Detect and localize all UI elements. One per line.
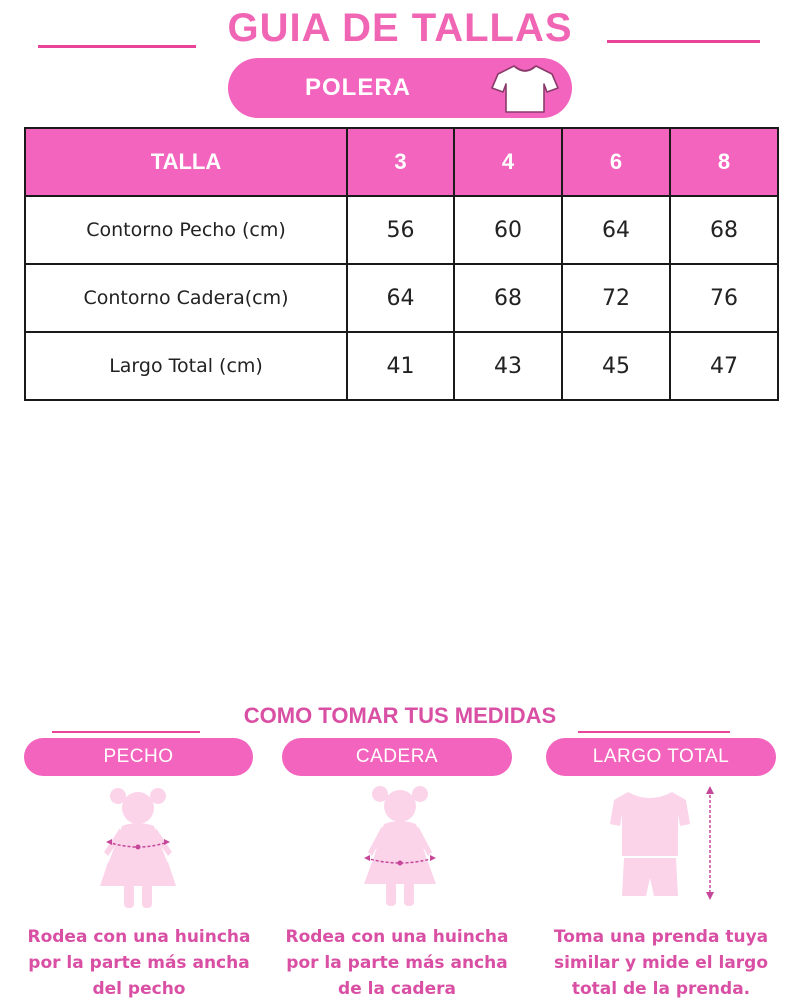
size-table bbox=[24, 127, 779, 401]
table-cell: 45 bbox=[562, 332, 670, 400]
table-row bbox=[25, 196, 778, 264]
header-cell-size: 6 bbox=[562, 128, 670, 196]
header-cell-talla: TALLA bbox=[25, 128, 347, 196]
measure-pill-cadera: CADERA bbox=[282, 738, 512, 776]
table-header-row bbox=[25, 128, 778, 196]
measure-desc-largo-total: Toma una prenda tuya similar y mide el largo total de la prenda. bbox=[553, 927, 769, 999]
row-label: Contorno Pecho (cm) bbox=[25, 196, 347, 264]
measure-desc-cadera: Rodea con una huincha por la parte más ancha de la cadera bbox=[285, 927, 509, 999]
table-cell: 43 bbox=[454, 332, 562, 400]
table-cell: 60 bbox=[454, 196, 562, 264]
row-label: Largo Total (cm) bbox=[25, 332, 347, 400]
garment-length-icon bbox=[606, 782, 726, 908]
tshirt-icon bbox=[490, 62, 560, 116]
child-chest-measure-icon bbox=[88, 782, 188, 912]
section-rule-right bbox=[578, 731, 730, 733]
table-cell: 68 bbox=[454, 264, 562, 332]
table-cell: 72 bbox=[562, 264, 670, 332]
table-cell: 64 bbox=[347, 264, 454, 332]
table-cell: 56 bbox=[347, 196, 454, 264]
measure-desc-pecho: Rodea con una huincha por la parte más ancha del pecho bbox=[27, 927, 251, 999]
measure-pill-largo-total: LARGO TOTAL bbox=[546, 738, 776, 776]
header-cell-size: 3 bbox=[347, 128, 454, 196]
section-rule-left bbox=[52, 731, 200, 733]
child-hip-measure-icon bbox=[350, 782, 450, 912]
row-label: Contorno Cadera(cm) bbox=[25, 264, 347, 332]
section-title: COMO TOMAR TUS MEDIDAS bbox=[243, 703, 557, 728]
garment-pill bbox=[228, 58, 572, 118]
table-row bbox=[25, 264, 778, 332]
table-cell: 64 bbox=[562, 196, 670, 264]
header-cell-size: 8 bbox=[670, 128, 778, 196]
measure-pill-pecho: PECHO bbox=[24, 738, 253, 776]
table-cell: 76 bbox=[670, 264, 778, 332]
table-cell: 68 bbox=[670, 196, 778, 264]
page-title: GUIA DE TALLAS bbox=[227, 6, 573, 50]
table-row bbox=[25, 332, 778, 400]
table-cell: 47 bbox=[670, 332, 778, 400]
header-cell-size: 4 bbox=[454, 128, 562, 196]
garment-label: POLERA bbox=[304, 74, 411, 101]
table-cell: 41 bbox=[347, 332, 454, 400]
